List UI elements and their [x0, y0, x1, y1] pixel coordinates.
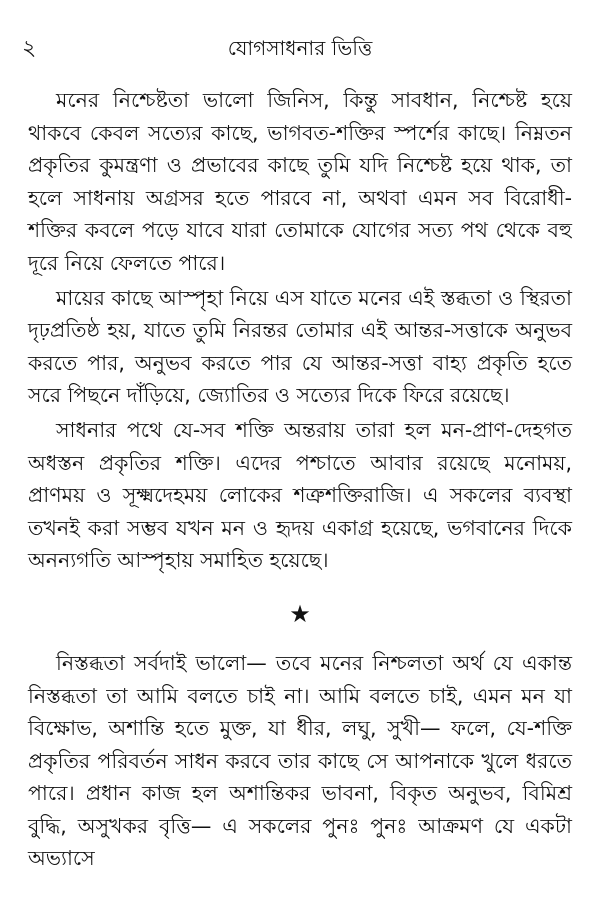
paragraph: নিস্তব্ধতা সর্বদাই ভালো— তবে মনের নিশ্চলতা অর্থ যে একান্ত নিস্তব্ধতা তা আমি বলতে চাই না। আমি বলতে চাই, এমন মন যা বিক্ষোভ, অশান্তি হতে মুক্ত, যা ধীর, লঘু, সুখী— ফলে, যে-শক্তি প্রকৃতির পরিবর্তন সাধন করবে তার কাছে সে আপনাকে খুলে ধরতে পারে। প্রধান কাজ হল অশান্তিকর ভাবনা, বিকৃত অনুভব, বিমিশ্র বুদ্ধি, অসুখকর বৃত্তি— এ সকলের পুনঃ পুনঃ আক্রমণ যে একটা অভ্যাসে: [28, 650, 572, 871]
paragraph: মায়ের কাছে আস্পৃহা নিয়ে এস যাতে মনের এই স্তব্ধতা ও স্থিরতা দৃঢ়প্রতিষ্ঠ হয়, যাতে তুমি নিরন্তর তোমার এই আন্তর-সত্তাকে অনুভব করতে পার, অনুভব করতে পার যে আন্তর-সত্তা বাহ্য প্রকৃতি হতে সরে পিছনে দাঁড়িয়ে, জ্যোতির ও সত্যের দিকে ফিরে রয়েছে।: [28, 285, 572, 408]
paragraph: সাধনার পথে যে-সব শক্তি অন্তরায় তারা হল মন-প্রাণ-দেহগত অধস্তন প্রকৃতির শক্তি। এদের পশ্চাতে আবার রয়েছে মনোময়, প্রাণময় ও সূক্ষ্মদেহময় লোকের শত্রুশক্তিরাজি। এ সকলের ব্যবস্থা তখনই করা সম্ভব যখন মন ও হৃদয় একাগ্র হয়েছে, ভগবানের দিকে অনন্যগতি আস্পৃহায় সমাহিত হয়েছে।: [28, 417, 572, 573]
page-number: ২: [22, 36, 37, 61]
star-separator-icon: ★: [289, 599, 311, 628]
paragraph: মনের নিশ্চেষ্টতা ভালো জিনিস, কিন্তু সাবধান, নিশ্চেষ্ট হয়ে থাকবে কেবল সত্যের কাছে, ভাগবত-শক্তির স্পর্শের কাছে। নিম্নতন প্রকৃতির কুমন্ত্রণা ও প্রভাবের কাছে তুমি যদি নিশ্চেষ্ট হয়ে থাক, তা হলে সাধনায় অগ্রসর হতে পারবে না, অথবা এমন সব বিরোধী-শক্তির কবলে পড়ে যাবে যারা তোমাকে যোগের সত্য পথ থেকে বহু দূরে নিয়ে ফেলতে পারে।: [28, 88, 572, 275]
page-body: [28, 84, 572, 875]
running-title: যোগসাধনার ভিত্তি: [227, 36, 373, 60]
